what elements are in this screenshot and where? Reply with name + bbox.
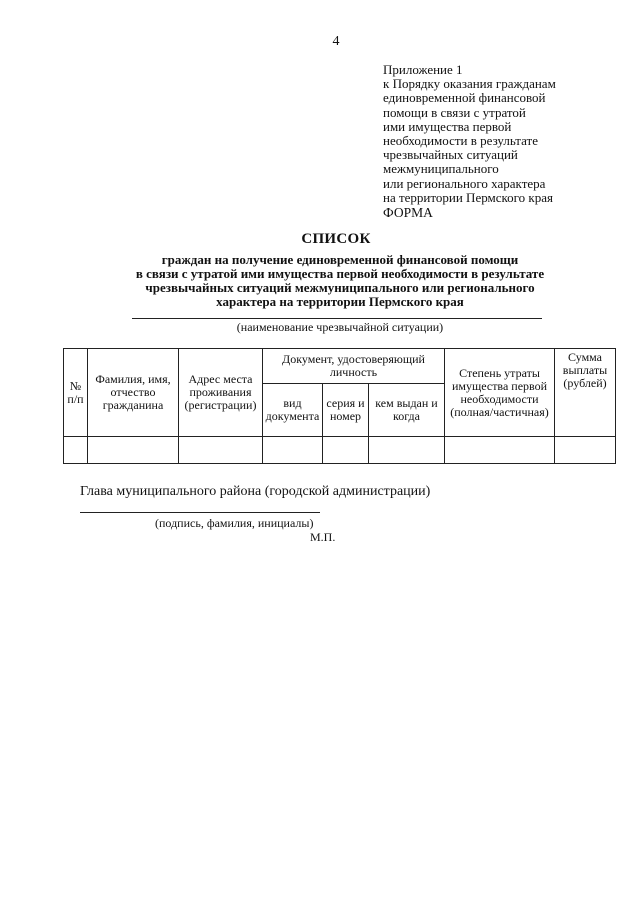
appendix-line: чрезвычайных ситуаций [383,147,518,163]
subtitle-line: характера на территории Пермского края [216,294,464,309]
appendix-line: или регионального характера [383,175,546,191]
header-document-series: серия и номер [323,384,369,437]
appendix-line: межмуниципального [383,161,499,177]
table-cell[interactable] [64,437,88,464]
header-document-type: вид документа [263,384,323,437]
subtitle-line: в связи с утратой ими имущества первой необходимости в результате [135,266,545,281]
appendix-line: Приложение 1 [383,62,463,77]
table-cell[interactable] [555,437,616,464]
table-cell[interactable] [445,437,555,464]
appendix-line: ими имущества первой [383,118,512,134]
subtitle-line: граждан на получение единовременной финансовой помощи [161,252,519,267]
header-payment-amount: Сумма выплаты (рублей) [555,349,616,437]
header-identity-document: Документ, удостоверяющий личность [263,349,445,384]
header-loss-degree: Степень утраты имущества первой необходимости (полная/частичная) [445,349,555,437]
header-document-issued: кем выдан и когда [369,384,445,437]
table-cell[interactable] [323,437,369,464]
header-address: Адрес места проживания (регистрации) [179,349,263,437]
seal-label: М.П. [310,530,336,544]
signature-caption: (подпись, фамилия, инициалы) [155,516,314,530]
table-cell[interactable] [179,437,263,464]
form-label: ФОРМА [383,205,433,220]
appendix-block [383,63,556,205]
signature-line [80,512,320,513]
header-full-name: Фамилия, имя, отчество гражданина [88,349,179,437]
appendix-line: единовременной финансовой [383,90,546,106]
table-row [64,437,616,464]
table-cell[interactable] [263,437,323,464]
subtitle-line: чрезвычайных ситуаций межмуниципального или регионального [145,280,535,295]
table-cell[interactable] [88,437,179,464]
situation-name-line [132,318,542,319]
head-signature-label: Глава муниципального района (городской администрации) [80,484,431,499]
situation-caption: (наименование чрезвычайной ситуации) [236,320,444,334]
appendix-line: помощи в связи с утратой [383,104,526,120]
table-cell[interactable] [369,437,445,464]
page-number: 4 [332,34,340,49]
list-title: СПИСОК [301,231,371,247]
appendix-line: необходимости в результате [383,133,539,149]
list-subtitle [60,253,620,309]
citizens-table [63,348,616,464]
header-number: № п/п [64,349,88,437]
appendix-line: к Порядку оказания гражданам [383,76,556,92]
appendix-line: на территории Пермского края [383,189,553,205]
